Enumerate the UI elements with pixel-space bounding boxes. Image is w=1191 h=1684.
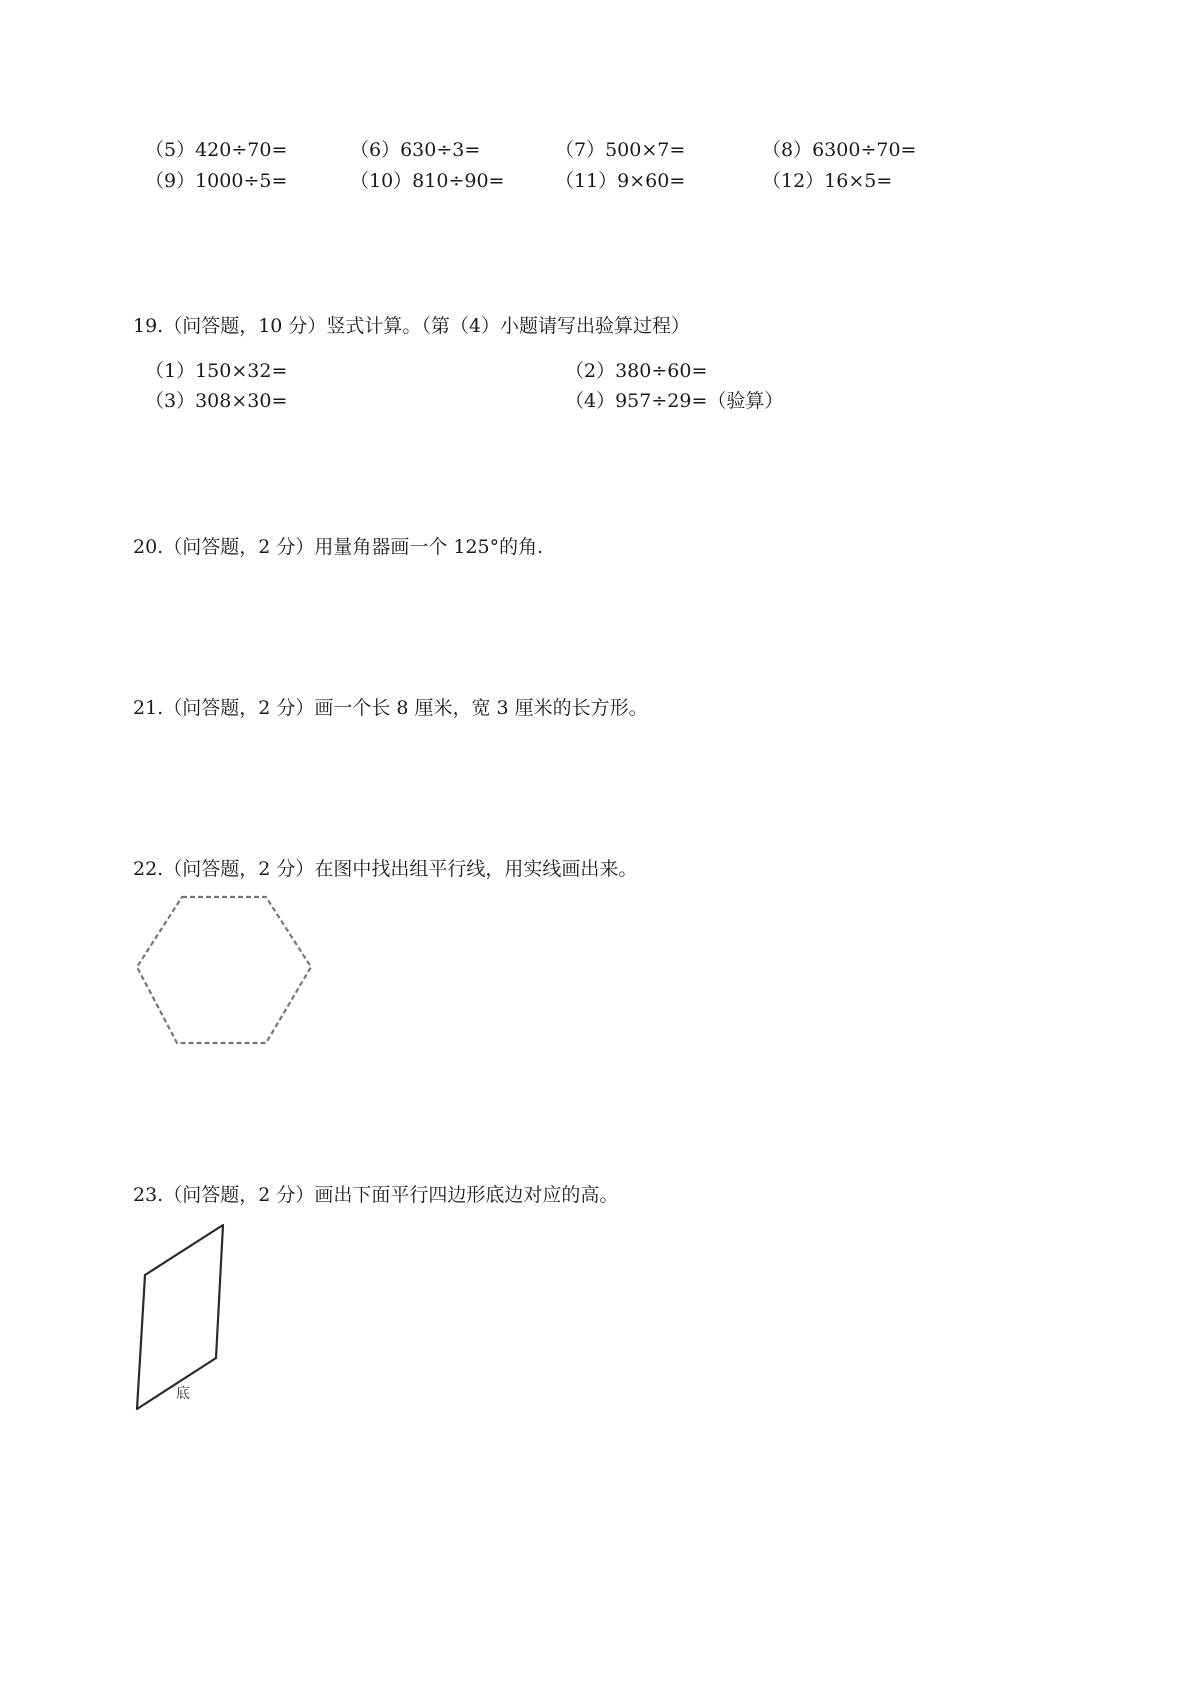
- question-21-title: 21.（问答题，2 分）画一个长 8 厘米，宽 3 厘米的长方形。: [133, 697, 648, 719]
- question-23-title: 23.（问答题，2 分）画出下面平行四边形底边对应的高。: [133, 1184, 619, 1206]
- hexagon-outline: [137, 897, 311, 1043]
- base-label: 底: [176, 1386, 190, 1402]
- q19-item-4: （4）957÷29=（验算）: [565, 390, 784, 412]
- question-19-title: 19.（问答题，10 分）竖式计算。（第（4）小题请写出验算过程）: [133, 315, 691, 337]
- calc-item-10: （10）810÷90=: [350, 170, 505, 192]
- q19-item-2: （2）380÷60=: [565, 360, 708, 382]
- calc-item-11: （11）9×60=: [555, 170, 686, 192]
- dashed-hexagon-figure: [130, 890, 320, 1050]
- calc-item-6: （6）630÷3=: [350, 139, 481, 161]
- parallelogram-outline: [137, 1225, 223, 1409]
- q19-item-3: （3）308×30=: [145, 390, 288, 412]
- calc-item-9: （9）1000÷5=: [145, 170, 288, 192]
- calc-item-7: （7）500×7=: [555, 139, 686, 161]
- calc-item-5: （5）420÷70=: [145, 139, 288, 161]
- question-22-title: 22.（问答题，2 分）在图中找出组平行线，用实线画出来。: [133, 858, 638, 880]
- question-20-title: 20.（问答题，2 分）用量角器画一个 125°的角.: [133, 536, 544, 558]
- calc-item-12: （12）16×5=: [762, 170, 893, 192]
- q19-item-1: （1）150×32=: [145, 360, 288, 382]
- calc-item-8: （8）6300÷70=: [762, 139, 917, 161]
